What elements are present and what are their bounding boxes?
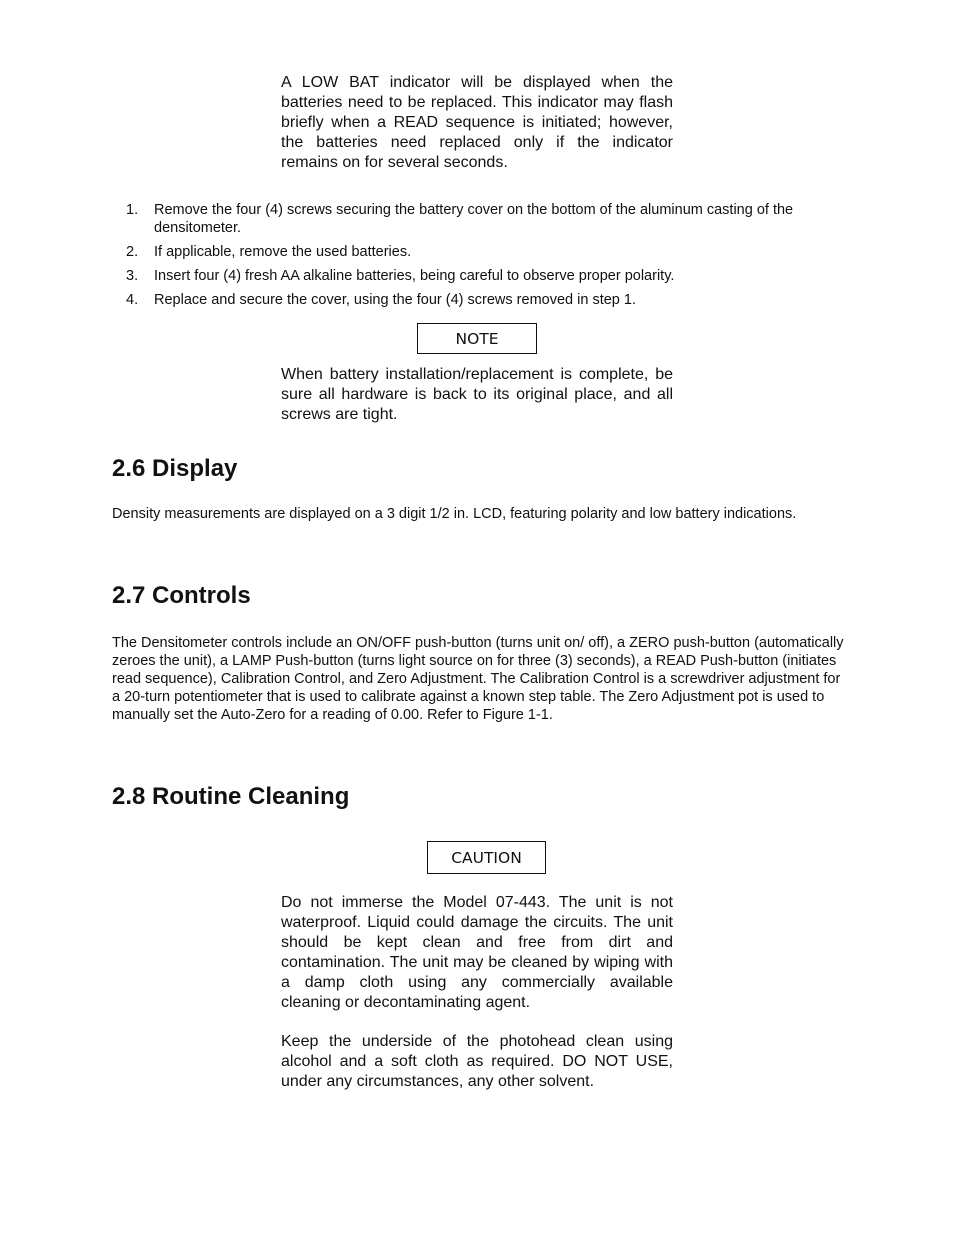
list-item <box>126 243 856 261</box>
list-item <box>126 291 856 309</box>
section-heading-display: 2.6 Display <box>112 455 238 482</box>
display-paragraph: Density measurements are displayed on a 3 digit 1/2 in. LCD, featuring polarity and low battery indications. <box>112 506 797 522</box>
step-text: Remove the four (4) screws securing the battery cover on the bottom of the aluminum casting of the densitometer. <box>154 202 794 236</box>
battery-steps-list <box>126 201 856 315</box>
step-text: Insert four (4) fresh AA alkaline batteries, being careful to observe proper polarity. <box>154 268 675 284</box>
note-label-box: NOTE <box>417 323 537 354</box>
note-paragraph: When battery installation/replacement is complete, be sure all hardware is back to its original place, and all screws are tight. <box>281 366 673 423</box>
section-heading-controls: 2.7 Controls <box>112 582 251 609</box>
cleaning-paragraph-1: Do not immerse the Model 07-443. The unit is not waterproof. Liquid could damage the circuits. The unit should be kept clean and free from dirt and contamination. The unit may be cleaned by wiping with a damp cloth using any commercially available cleaning or decontaminating agent. <box>281 894 673 1011</box>
step-number: 1. <box>126 202 139 218</box>
controls-paragraph: The Densitometer controls include an ON/OFF push-button (turns unit on/ off), a ZERO push-button (automatically zeroes the unit), a LAMP Push-button (turns light source on for three (3) seconds), a READ Push-button (initiates read sequence), Calibration Control, and Zero Adjustment. The Calibration Control is a screwdriver adjustment for a 20-turn potentiometer that is used to calibrate against a known step table. The Zero Adjustment pot is used to manually set the Auto-Zero for a reading of 0.00. Refer to Figure 1-1. <box>112 635 844 723</box>
step-number: 2. <box>126 244 139 260</box>
step-text: If applicable, remove the used batteries. <box>154 244 412 260</box>
step-text: Replace and secure the cover, using the four (4) screws removed in step 1. <box>154 292 636 308</box>
step-number: 3. <box>126 268 139 284</box>
cleaning-paragraph-2: Keep the underside of the photohead clean using alcohol and a soft cloth as required. DO NOT USE, under any circumstances, any other solvent. <box>281 1033 673 1090</box>
list-item <box>126 267 856 285</box>
step-number: 4. <box>126 292 139 308</box>
section-heading-cleaning: 2.8 Routine Cleaning <box>112 783 350 810</box>
low-bat-paragraph: A LOW BAT indicator will be displayed when the batteries need to be replaced. This indicator may flash briefly when a READ sequence is initiated; however, the batteries need replaced only if the indicator remains on for several seconds. <box>281 74 673 171</box>
list-item <box>126 201 856 237</box>
caution-label-box: CAUTION <box>427 841 546 874</box>
